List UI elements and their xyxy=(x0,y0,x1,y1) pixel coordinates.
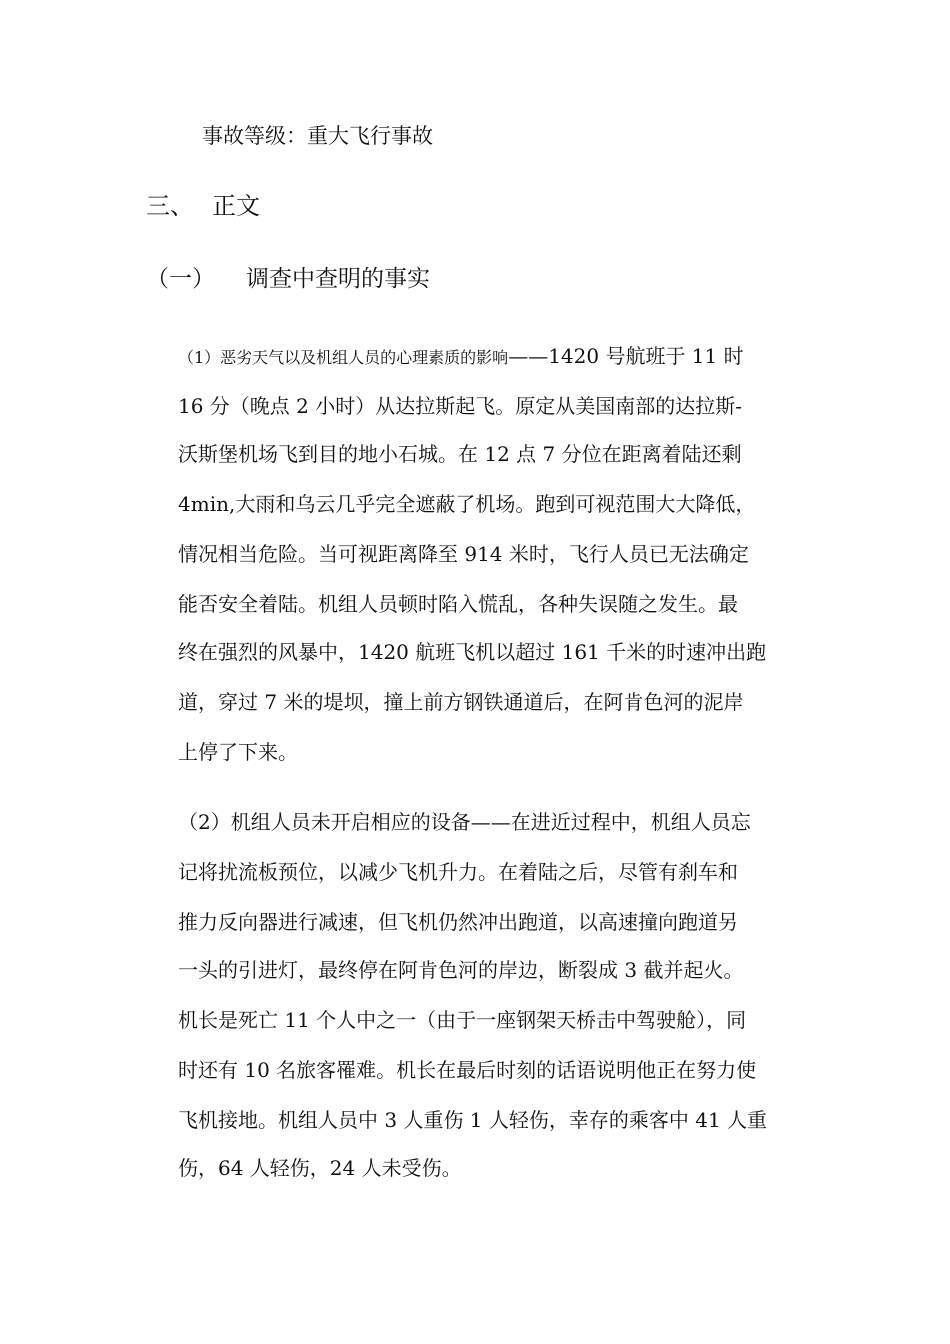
paragraph-2-line: 推力反向器进行减速，但飞机仍然冲出跑道，以高速撞向跑道另 xyxy=(178,910,738,934)
paragraph-1-line: 能否安全着陆。机组人员顿时陷入慌乱，各种失误随之发生。最 xyxy=(178,592,738,616)
paragraph-2-line: 记将扰流板预位，以减少飞机升力。在着陆之后，尽管有刹车和 xyxy=(178,860,738,884)
subsection-number: （一） xyxy=(146,266,215,292)
paragraph-1-line: 上停了下来。 xyxy=(178,740,298,764)
subsection-heading xyxy=(146,263,430,295)
paragraph-1-line: 情况相当危险。当可视距离降至 914 米时，飞行人员已无法确定 xyxy=(178,542,749,566)
paragraph-1-line: 终在强烈的风暴中，1420 航班飞机以超过 161 千米的时速冲出跑 xyxy=(178,640,767,664)
paragraph-2-line: 伤，64 人轻伤，24 人未受伤。 xyxy=(178,1156,462,1180)
paragraph-2-line: 时还有 10 名旅客罹难。机长在最后时刻的话语说明他正在努力使 xyxy=(178,1058,757,1082)
paragraph-1-line-text: ——1420 号航班于 11 时 xyxy=(508,344,744,368)
paragraph-2-line: 机长是死亡 11 个人中之一（由于一座钢架天桥击中驾驶舱），同 xyxy=(178,1008,747,1032)
paragraph-1-line: 沃斯堡机场飞到目的地小石城。在 12 点 7 分位在距离着陆还剩 xyxy=(178,442,742,466)
paragraph-1-label: （1）恶劣天气以及机组人员的心理素质的影响 xyxy=(178,348,509,367)
section-title: 正文 xyxy=(212,192,260,220)
paragraph-1-line xyxy=(178,342,818,372)
accident-level-text: 事故等级：重大飞行事故 xyxy=(202,124,433,148)
section-number: 三、 xyxy=(146,192,194,220)
paragraph-2-line: 一头的引进灯，最终停在阿肯色河的岸边，断裂成 3 截并起火。 xyxy=(178,958,744,982)
paragraph-2-line: （2）机组人员未开启相应的设备——在进近过程中，机组人员忘 xyxy=(178,810,751,834)
paragraph-1-line: 16 分（晚点 2 小时）从达拉斯起飞。原定从美国南部的达拉斯- xyxy=(178,394,743,418)
paragraph-2-line: 飞机接地。机组人员中 3 人重伤 1 人轻伤，幸存的乘客中 41 人重 xyxy=(178,1108,768,1132)
paragraph-1-line: 4min,大雨和乌云几乎完全遮蔽了机场。跑到可视范围大大降低， xyxy=(178,492,756,516)
paragraph-1-line: 道，穿过 7 米的堤坝，撞上前方钢铁通道后，在阿肯色河的泥岸 xyxy=(178,690,744,714)
section-heading xyxy=(146,190,260,222)
subsection-title: 调查中查明的事实 xyxy=(246,266,430,292)
